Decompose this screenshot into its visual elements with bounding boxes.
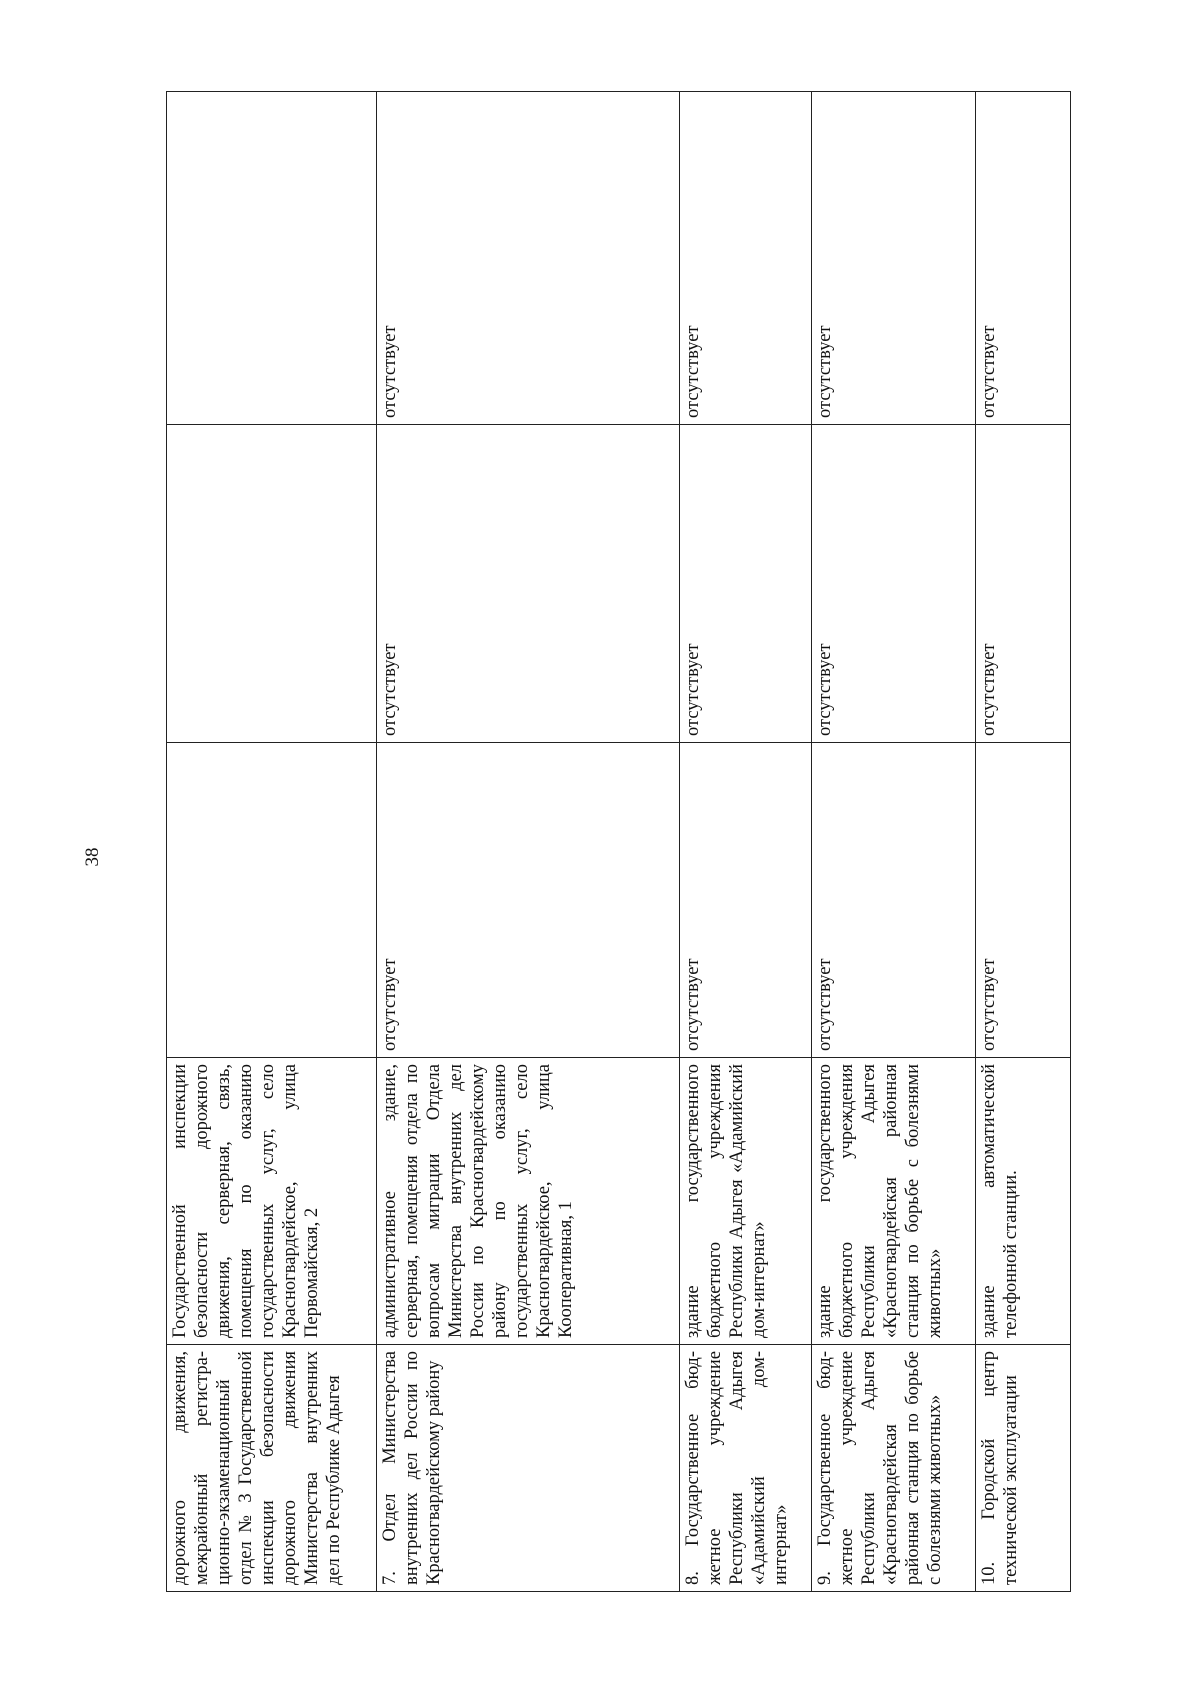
objects-table xyxy=(166,91,1071,1592)
table-row xyxy=(377,92,680,1592)
table-cell: отсутствует xyxy=(377,743,680,1058)
page-number: 38 xyxy=(82,847,103,867)
table-cell: отсутствует xyxy=(812,743,976,1058)
object-cell: Государственной инспекции безопасности дорожного движения, серверная, связь, помещения по оказанию государственных услуг, село Красногвардейское, улица Первомайская, 2 xyxy=(167,1058,377,1345)
organization-cell: дорожного движения, межрайонный регистра- ционно-экзаменационный отдел № 3 Государственной инспекции безопасности дорожного движения Министерства внутренних дел по Республике Адыгея xyxy=(167,1345,377,1592)
table-cell: отсутствует xyxy=(377,92,680,425)
object-cell: здание государственного бюджетного учреждения Республики Адыгея «Красногвардейская районная станция по борьбе с болезнями животных» xyxy=(812,1058,976,1345)
organization-cell: 7. Отдел Министерства внутренних дел России по Красногвардейскому району xyxy=(377,1345,680,1592)
table-cell: отсутствует xyxy=(680,425,812,743)
table-cell: отсутствует xyxy=(976,92,1071,425)
table-cell: отсутствует xyxy=(377,425,680,743)
table-row xyxy=(167,92,377,1592)
object-cell: здание государственного бюджетного учреждения Республики Адыгея «Адамийский дом-интернат» xyxy=(680,1058,812,1345)
table-row xyxy=(680,92,812,1592)
organization-cell: 10. Городской центр технической эксплуатации xyxy=(976,1345,1071,1592)
table-row xyxy=(812,92,976,1592)
table-cell: отсутствует xyxy=(812,425,976,743)
table-cell: отсутствует xyxy=(680,743,812,1058)
table-cell xyxy=(167,425,377,743)
table-cell: отсутствует xyxy=(976,743,1071,1058)
table-cell xyxy=(167,743,377,1058)
object-cell: здание автоматической телефонной станции. xyxy=(976,1058,1071,1345)
organization-cell: 8. Государственное бюд- жетное учреждение Республики Адыгея «Адамийский дом- интернат» xyxy=(680,1345,812,1592)
table-container xyxy=(166,92,1070,1592)
table-row xyxy=(976,92,1071,1592)
organization-cell: 9. Государственное бюд- жетное учреждение Республики Адыгея «Красногвардейская районная станция по борьбе с болезнями животных» xyxy=(812,1345,976,1592)
table-cell: отсутствует xyxy=(812,92,976,425)
table-cell xyxy=(167,92,377,425)
object-cell: административное здание, серверная, помещения отдела по вопросам миграции Отдела Министерства внутренних дел России по Красногвардейскому району по оказанию государственных услуг, село Красногвардейское, улица Кооперативная, 1 xyxy=(377,1058,680,1345)
rotated-table-frame xyxy=(166,92,1070,1592)
table-cell: отсутствует xyxy=(680,92,812,425)
table-cell: отсутствует xyxy=(976,425,1071,743)
